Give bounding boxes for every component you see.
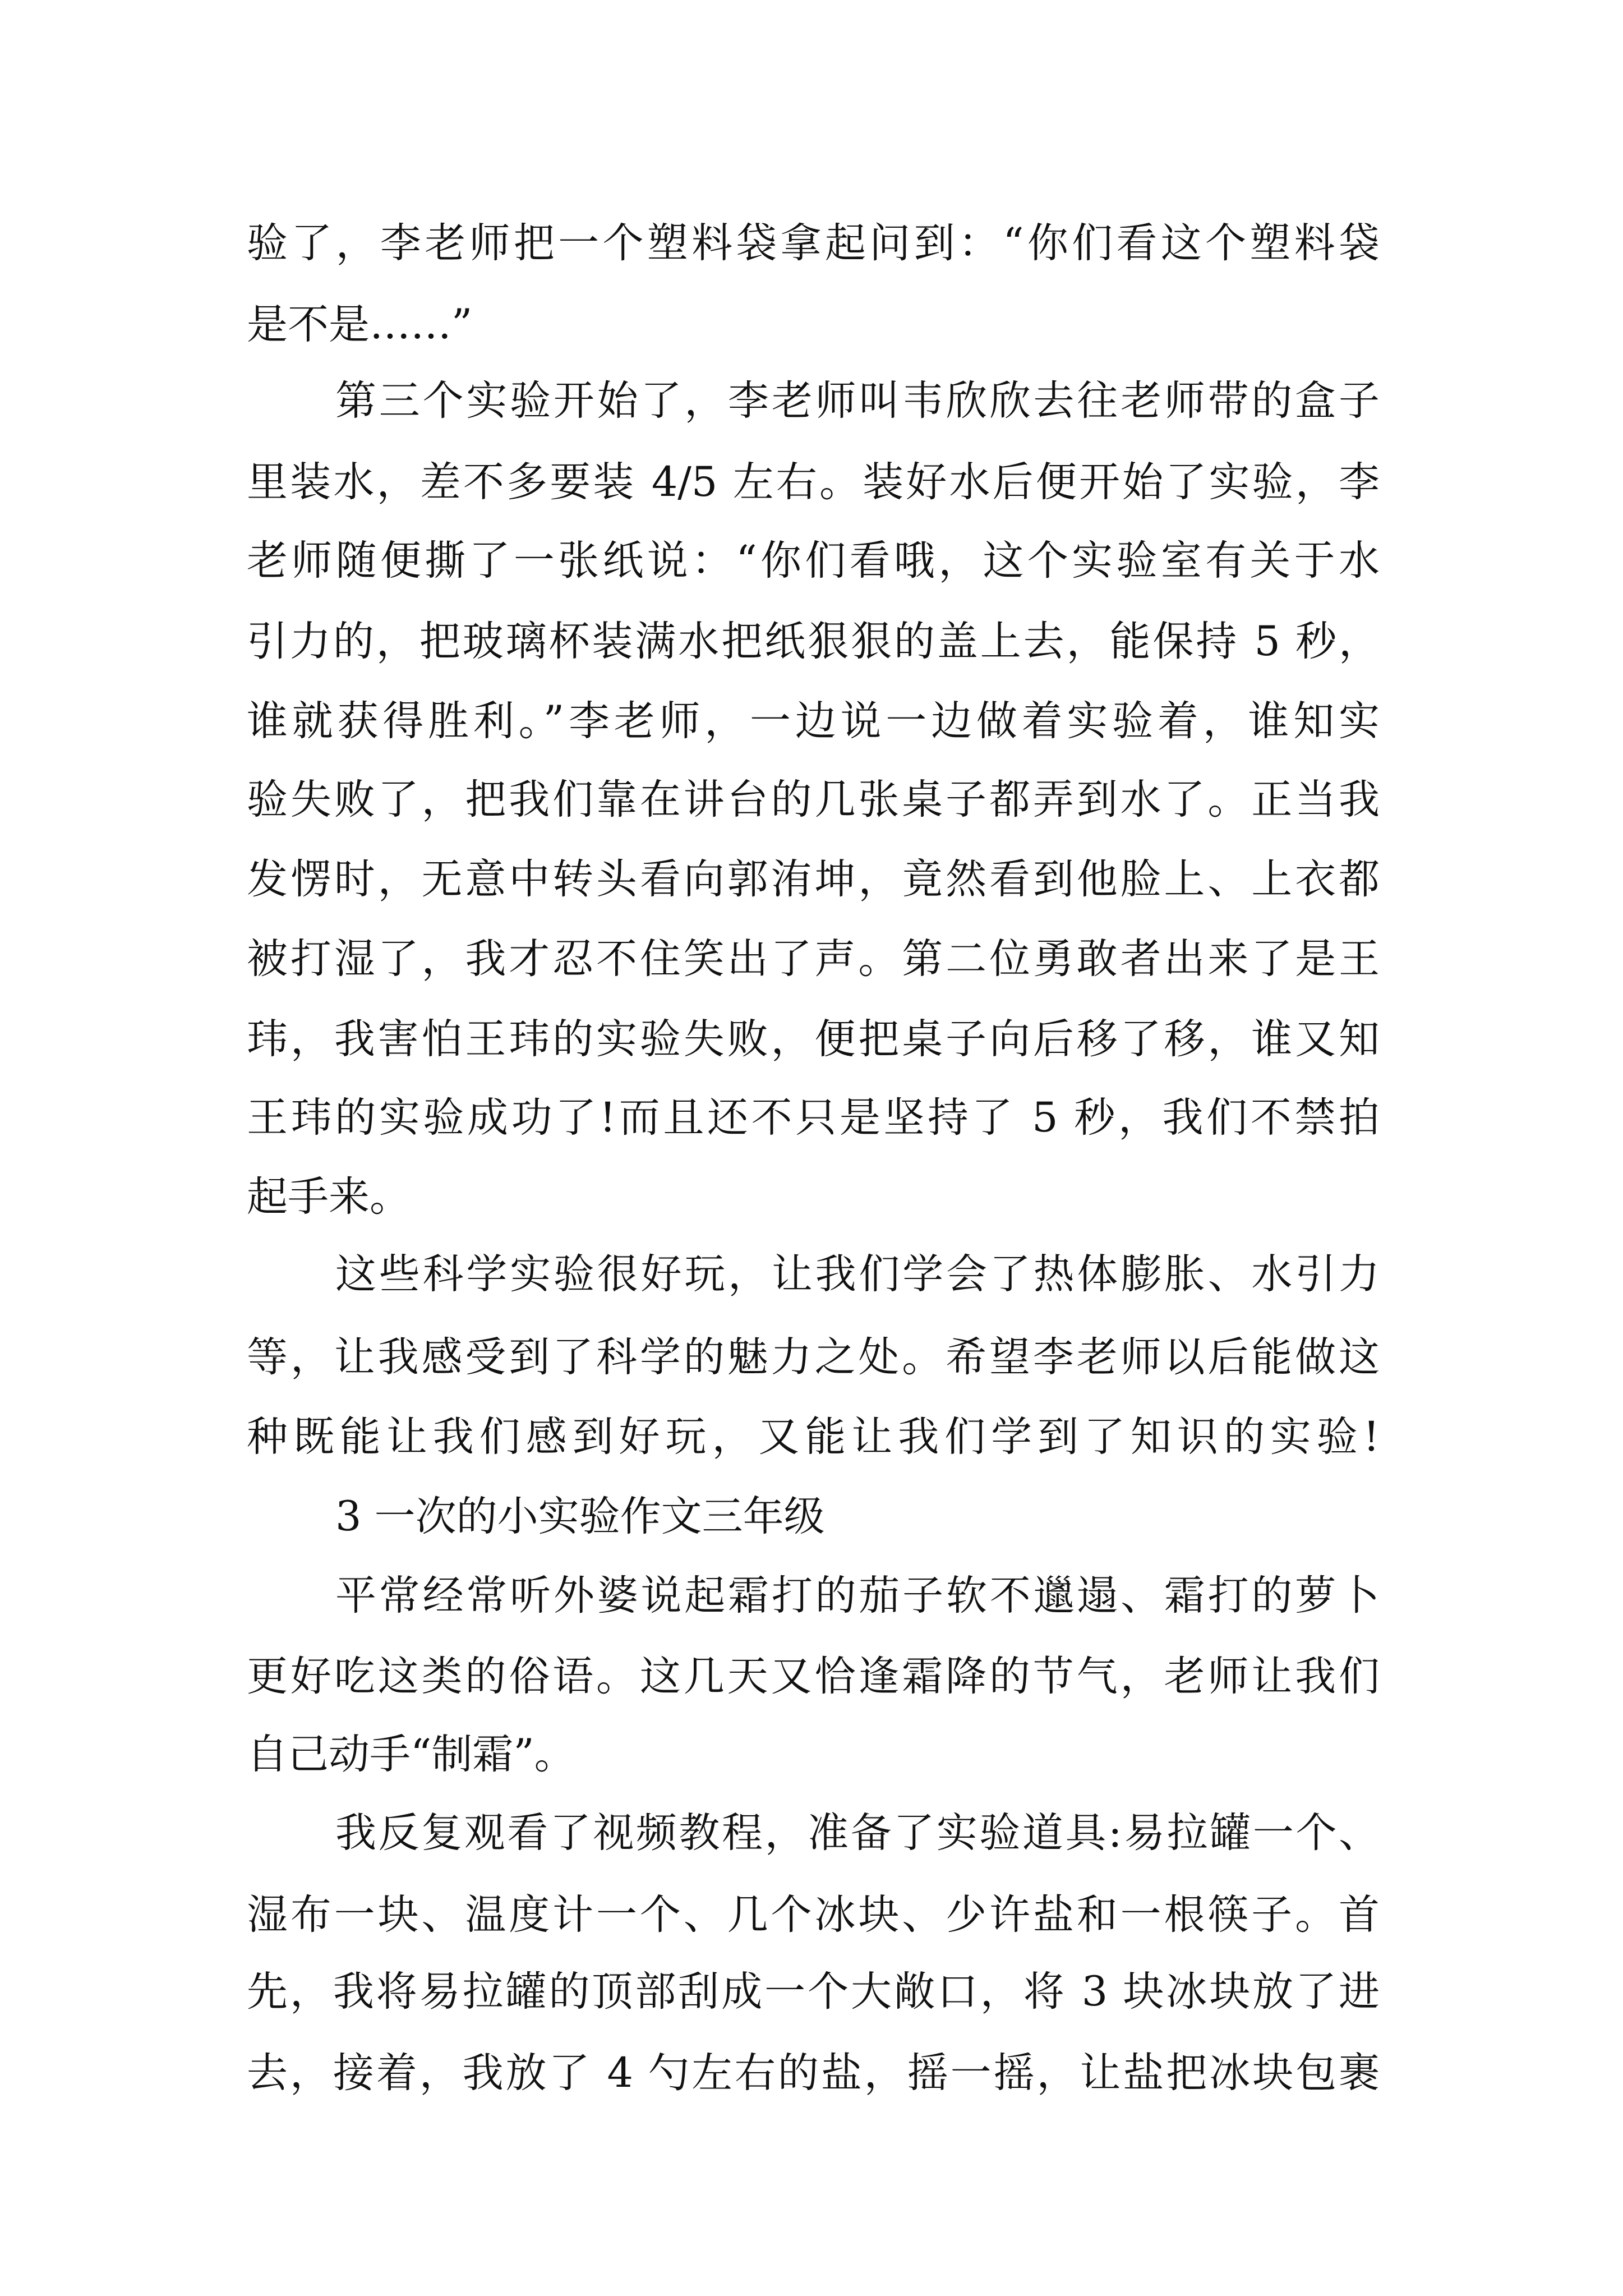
text-line: [0, 294, 1623, 356]
line-text: 引力的，把玻璃杯装满水把纸狠狠的盖上去，能保持 5 秒，: [247, 618, 1380, 665]
line-text: 这些科学实验很好玩，让我们学会了热体膨胀、水引力: [335, 1250, 1380, 1298]
text-line: [0, 530, 1623, 592]
line-text: 去，接着，我放了 4 勺左右的盐，摇一摇，让盐把冰块包裹: [247, 2049, 1380, 2097]
text-line: [0, 691, 1623, 752]
text-line: [0, 1961, 1623, 2023]
paragraph-first-line: [0, 1802, 1623, 1864]
text-line: [0, 452, 1623, 513]
line-text: 老师随便撕了一张纸说：“你们看哦，这个实验室有关于水: [247, 537, 1380, 585]
line-text: 验失败了，把我们靠在讲台的几张桌子都弄到水了。正当我: [247, 776, 1380, 823]
text-line: [0, 1884, 1623, 1946]
text-line: [0, 1646, 1623, 1708]
line-text: 发愣时，无意中转头看向郭洧坤，竟然看到他脸上、上衣都: [247, 855, 1380, 903]
line-text: 种既能让我们感到好玩，又能让我们学到了知识的实验!: [247, 1413, 1380, 1461]
text-line: [0, 1009, 1623, 1070]
line-text: 是不是……”: [247, 301, 473, 348]
line-text: 等，让我感受到了科学的魅力之处。希望李老师以后能做这: [247, 1333, 1380, 1381]
text-line: [0, 1166, 1623, 1228]
line-text: 起手来。: [247, 1173, 411, 1221]
text-line: [0, 1724, 1623, 1786]
line-text: 王玮的实验成功了!而且还不只是坚持了 5 秒，我们不禁拍: [247, 1094, 1380, 1142]
line-text: 谁就获得胜利。”李老师，一边说一边做着实验着，谁知实: [247, 697, 1380, 745]
text-line: [0, 213, 1623, 274]
text-line: [0, 849, 1623, 910]
text-line: [0, 769, 1623, 831]
line-text: 被打湿了，我才忍不住笑出了声。第二位勇敢者出来了是王: [247, 935, 1380, 983]
line-text: 平常经常听外婆说起霜打的茄子软不邋遢、霜打的萝卜: [335, 1572, 1380, 1619]
text-line: [0, 1406, 1623, 1468]
text-line: [0, 1327, 1623, 1388]
paragraph-first-line: [0, 1244, 1623, 1305]
heading-text: 3 一次的小实验作文三年级: [335, 1493, 825, 1540]
line-text: 玮，我害怕王玮的实验失败，便把桌子向后移了移，谁又知: [247, 1015, 1380, 1063]
text-line: [0, 928, 1623, 990]
section-heading: [0, 1486, 1623, 1548]
line-text: 我反复观看了视频教程，准备了实验道具:易拉罐一个、: [335, 1809, 1380, 1857]
line-text: 第三个实验开始了，李老师叫韦欣欣去往老师带的盒子: [335, 377, 1380, 425]
line-text: 先，我将易拉罐的顶部刮成一个大敞口，将 3 块冰块放了进: [247, 1968, 1380, 2016]
line-text: 自己动手“制霜”。: [247, 1731, 575, 1778]
paragraph-first-line: [0, 1565, 1623, 1627]
text-line: [0, 1087, 1623, 1149]
line-text: 更好吃这类的俗语。这几天又恰逢霜降的节气，老师让我们: [247, 1653, 1380, 1700]
line-text: 里装水，差不多要装 4/5 左右。装好水后便开始了实验，李: [247, 458, 1380, 506]
text-line: [0, 611, 1623, 673]
line-text: 湿布一块、温度计一个、几个冰块、少许盐和一根筷子。首: [247, 1891, 1380, 1939]
text-line: [0, 2042, 1623, 2104]
line-text: 验了，李老师把一个塑料袋拿起问到：“你们看这个塑料袋: [247, 219, 1380, 267]
paragraph-first-line: [0, 370, 1623, 432]
